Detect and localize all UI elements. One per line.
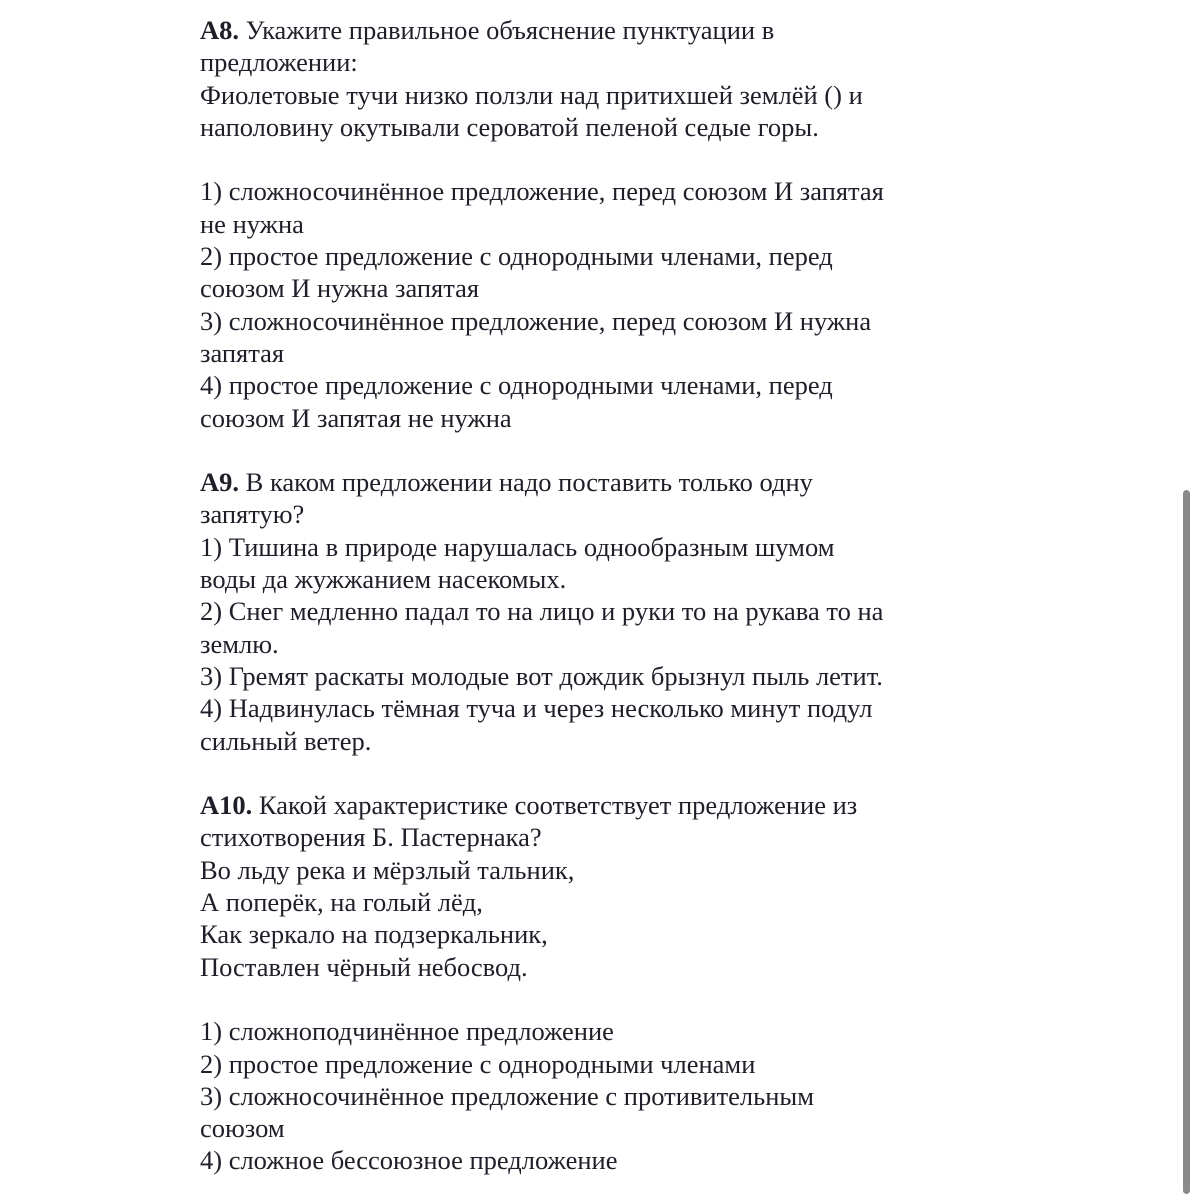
question-a10: [200, 789, 940, 1177]
poem-line: Как зеркало на подзеркальник,: [200, 919, 548, 950]
prompt-text: В каком предложении надо поставить только одну: [245, 467, 813, 498]
answer-option-line: воды да жужжанием насекомых.: [200, 564, 567, 595]
question-prompt-line: [200, 466, 940, 498]
answer-option-line: запятая: [200, 337, 285, 368]
answer-option-line: сильный ветер.: [200, 725, 372, 756]
prompt-text: стихотворения Б. Пастернака?: [200, 822, 542, 853]
answer-option-line: 2) Снег медленно падал то на лицо и руки то на рукава то на: [200, 596, 884, 627]
answer-option-line: 4) Надвинулась тёмная туча и через несколько минут подул: [200, 693, 873, 724]
poem-line: Во льду река и мёрзлый тальник,: [200, 854, 575, 885]
question-number: А8.: [200, 15, 240, 45]
answer-option-line: не нужна: [200, 208, 304, 239]
answer-option-line: 3) сложносочинённое предложение, перед союзом И нужна: [200, 305, 872, 336]
answer-option-line: 1) сложноподчинённое предложение: [200, 1016, 614, 1047]
spacer: [200, 434, 940, 466]
answer-option-line: союзом И нужна запятая: [200, 273, 480, 304]
vertical-scrollbar[interactable]: [1183, 490, 1190, 1194]
prompt-text: предложении:: [200, 47, 358, 78]
question-a9: [200, 466, 940, 757]
example-sentence-line: наполовину окутывали сероватой пеленой седые горы.: [200, 111, 819, 142]
document-body: [200, 14, 940, 1177]
poem-line: Поставлен чёрный небосвод.: [200, 951, 528, 982]
prompt-text: запятую?: [200, 499, 305, 530]
spacer: [200, 143, 940, 175]
example-sentence-line: Фиолетовые тучи низко ползли над притихшей землёй () и: [200, 79, 863, 110]
question-prompt-line: [200, 789, 940, 821]
answer-option-line: 2) простое предложение с однородными членами: [200, 1048, 756, 1079]
question-number: А10.: [200, 790, 253, 821]
answer-option-line: 1) сложносочинённое предложение, перед союзом И запятая: [200, 176, 884, 207]
answer-option-line: 2) простое предложение с однородными членами, перед: [200, 241, 833, 272]
answer-option-line: 1) Тишина в природе нарушалась однообразным шумом: [200, 531, 835, 562]
answer-option-line: 3) Гремят раскаты молодые вот дождик брызнул пыль летит.: [200, 660, 883, 691]
answer-option-line: союзом: [200, 1113, 285, 1144]
spacer: [200, 757, 940, 789]
answer-option-line: 3) сложносочинённое предложение с противительным: [200, 1080, 814, 1111]
question-number: А9.: [200, 467, 240, 498]
prompt-text: Какой характеристике соответствует предложение из: [258, 790, 858, 821]
question-prompt-line: [200, 14, 940, 46]
spacer: [200, 983, 940, 1015]
poem-line: А поперёк, на голый лёд,: [200, 887, 483, 918]
question-a8: [200, 14, 940, 434]
answer-option-line: 4) сложное бессоюзное предложение: [200, 1145, 618, 1176]
answer-option-line: землю.: [200, 628, 279, 659]
answer-option-line: союзом И запятая не нужна: [200, 402, 512, 433]
prompt-text: Укажите правильное объяснение пунктуации в: [245, 15, 775, 45]
answer-option-line: 4) простое предложение с однородными членами, перед: [200, 370, 833, 401]
